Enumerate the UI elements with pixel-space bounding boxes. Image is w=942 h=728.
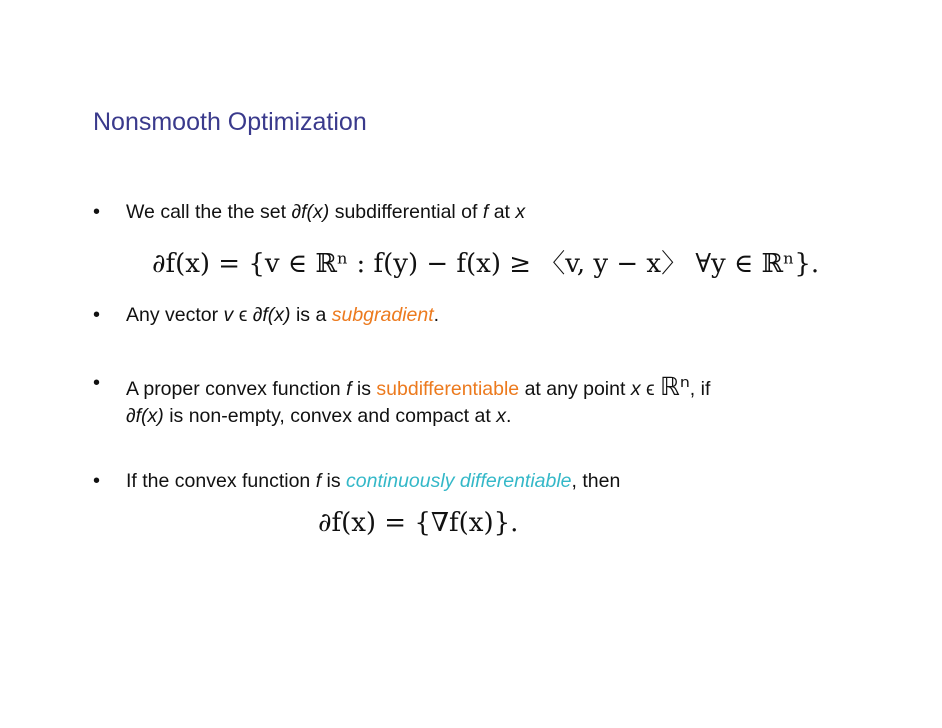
subdifferential-definition-formula: ∂f(x) = {v ∈ ℝⁿ : f(y) − f(x) ≥ 〈v, y − x〉 ∀y ∈ ℝⁿ}. — [152, 249, 820, 279]
bullet-3-mid: at any point — [519, 378, 631, 400]
bullet-2-end: . — [433, 304, 440, 326]
bullet-4-term: continuously differentiable — [346, 470, 572, 492]
bullet-2-text — [126, 304, 439, 327]
bullet-2-prefix: Any vector — [126, 304, 224, 326]
bullet-3-marker: • — [93, 372, 101, 394]
bullet-3-line2-end: . — [505, 405, 512, 427]
bullet-3-line-2 — [126, 405, 511, 428]
bullet-3-line2-x: x — [496, 405, 506, 427]
bullet-1-marker: • — [93, 201, 101, 223]
bullet-1-x: x — [515, 201, 526, 223]
bullet-4-is: is — [321, 470, 347, 492]
bullet-2-elem: ϵ — [233, 304, 253, 326]
bullet-4-text — [126, 470, 620, 493]
bullet-2-marker: • — [93, 304, 101, 326]
bullet-1-text — [126, 201, 525, 224]
slide-title: Nonsmooth Optimization — [93, 108, 367, 136]
bullet-3-f: f — [346, 378, 352, 400]
bullet-3-is: is — [351, 378, 377, 400]
bullet-3-prefix: A proper convex function — [126, 378, 347, 400]
bullet-3-line2-set: ∂f(x) — [126, 405, 164, 427]
bullet-4-prefix: If the convex function — [126, 470, 316, 492]
bullet-3-rn: ℝⁿ — [660, 372, 690, 401]
bullet-1-prefix: We call the the set — [126, 201, 292, 223]
bullet-2-mid: is a — [290, 304, 332, 326]
bullet-1-mid: subdifferential of — [329, 201, 483, 223]
bullet-2-term: subgradient — [331, 304, 434, 326]
bullet-3-line2-rest: is non-empty, convex and compact at — [163, 405, 497, 427]
bullet-1-set: ∂f(x) — [291, 201, 330, 223]
bullet-3-text — [126, 372, 710, 401]
bullet-1-f: f — [482, 201, 489, 223]
bullet-4-f: f — [315, 470, 322, 492]
bullet-3-x: x — [630, 378, 641, 400]
bullet-1-at: at — [488, 201, 516, 223]
bullet-2-set: ∂f(x) — [252, 304, 291, 326]
bullet-3-elem: ϵ — [640, 378, 661, 400]
bullet-3-end: , if — [689, 378, 711, 400]
bullet-4-marker: • — [93, 470, 101, 492]
bullet-3-term: subdifferentiable — [376, 378, 520, 400]
bullet-4-end: , then — [571, 470, 621, 492]
bullet-2-v: v — [223, 304, 234, 326]
gradient-formula: ∂f(x) = {∇f(x)}. — [318, 508, 519, 538]
